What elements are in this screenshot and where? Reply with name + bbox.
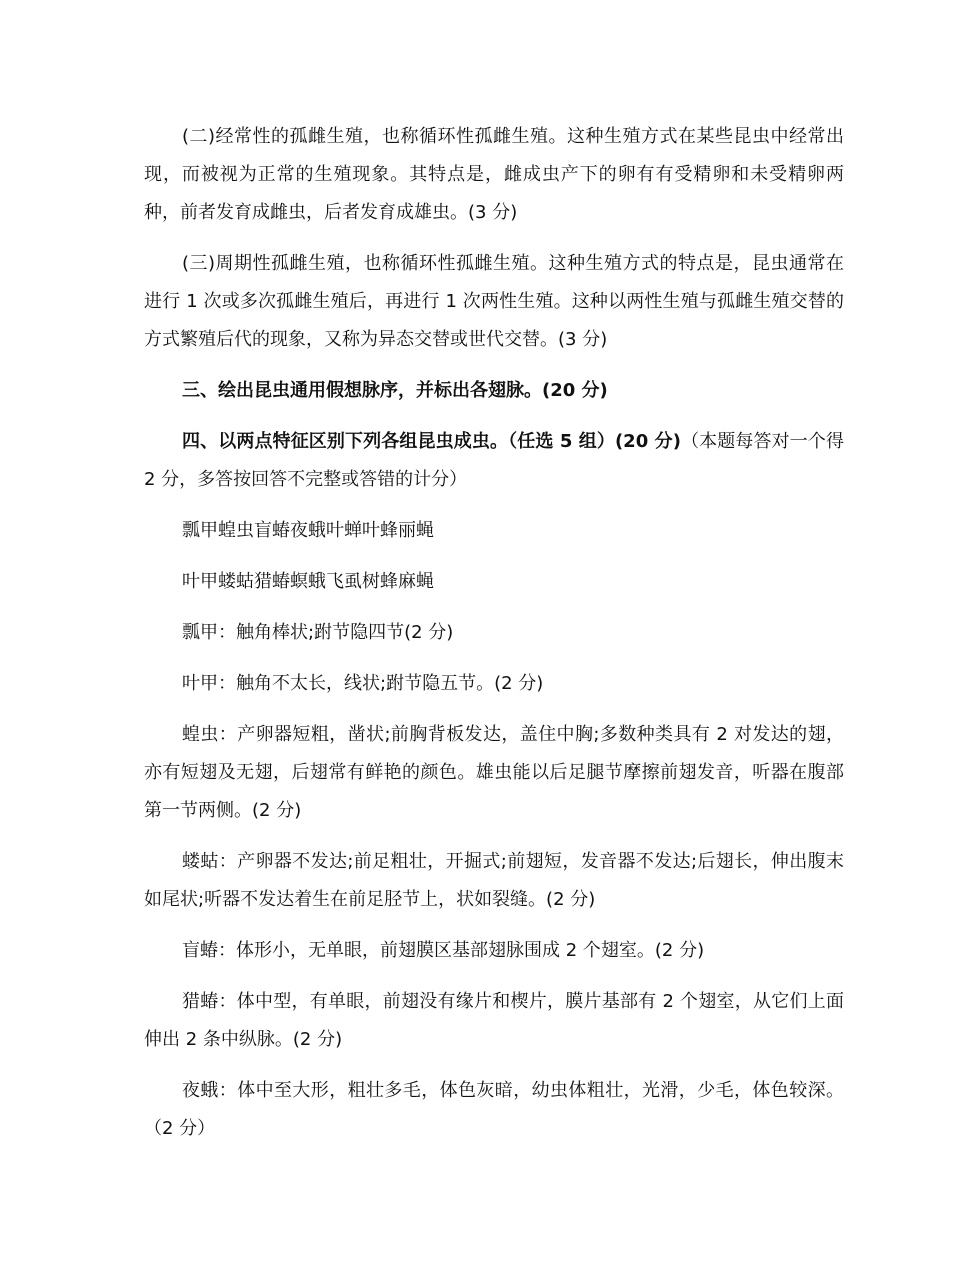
question-four-title: 四、以两点特征区别下列各组昆虫成虫。（任选 5 组）(20 分) (182, 431, 681, 452)
insect-group-list-1: 瓢甲蝗虫盲蝽夜蛾叶蝉叶蜂丽蝇 (182, 520, 434, 541)
question-four-note: （本题每答对一个得 2 分，多答按回答不完整或答错的计分） (144, 431, 844, 490)
paragraph-cyclic-parthenogenesis: (二)经常性的孤雌生殖，也称循环性孤雌生殖。这种生殖方式在某些昆虫中经常出现，而被视为正常的生殖现象。其特点是，雌成虫产下的卵有有受精卵和未受精卵两种，前者发育成雌虫，后者发育成雄虫。(3 分) (144, 126, 844, 223)
document-body (144, 118, 844, 1161)
question-four-heading (144, 423, 844, 499)
question-three-heading: 三、绘出昆虫通用假想脉序，并标出各翅脉。(20 分) (182, 380, 608, 401)
paragraph-periodic-parthenogenesis: (三)周期性孤雌生殖，也称循环性孤雌生殖。这种生殖方式的特点是，昆虫通常在进行 1 次或多次孤雌生殖后，再进行 1 次两性生殖。这种以两性生殖与孤雌生殖交替的方式繁殖后代的现象，又称为异态交替或世代交替。(3 分) (144, 253, 844, 350)
insect-group-list-2: 叶甲蝼蛄猎蝽螟蛾飞虱树蜂麻蝇 (182, 571, 434, 592)
answer-noctuid-moth: 夜蛾：体中至大形，粗壮多毛，体色灰暗，幼虫体粗壮，光滑，少毛，体色较深。（2 分） (144, 1080, 844, 1139)
answer-assassin-bug: 猎蝽：体中型，有单眼，前翅没有缘片和楔片，膜片基部有 2 个翅室，从它们上面伸出 2 条中纵脉。(2 分) (144, 991, 844, 1050)
answer-plant-bug: 盲蝽：体形小，无单眼，前翅膜区基部翅脉围成 2 个翅室。(2 分) (182, 940, 705, 961)
answer-leaf-beetle: 叶甲：触角不太长，线状;跗节隐五节。(2 分) (182, 673, 544, 694)
answer-mole-cricket: 蝼蛄：产卵器不发达;前足粗壮，开掘式;前翅短，发音器不发达;后翅长，伸出腹末如尾状;听器不发达着生在前足胫节上，状如裂缝。(2 分) (144, 851, 844, 910)
answer-ladybird: 瓢甲：触角棒状;跗节隐四节(2 分) (182, 622, 454, 643)
answer-locust: 蝗虫：产卵器短粗，凿状;前胸背板发达，盖住中胸;多数种类具有 2 对发达的翅，亦有短翅及无翅，后翅常有鲜艳的颜色。雄虫能以后足腿节摩擦前翅发音，听器在腹部第一节两侧。(2 分) (144, 724, 844, 821)
